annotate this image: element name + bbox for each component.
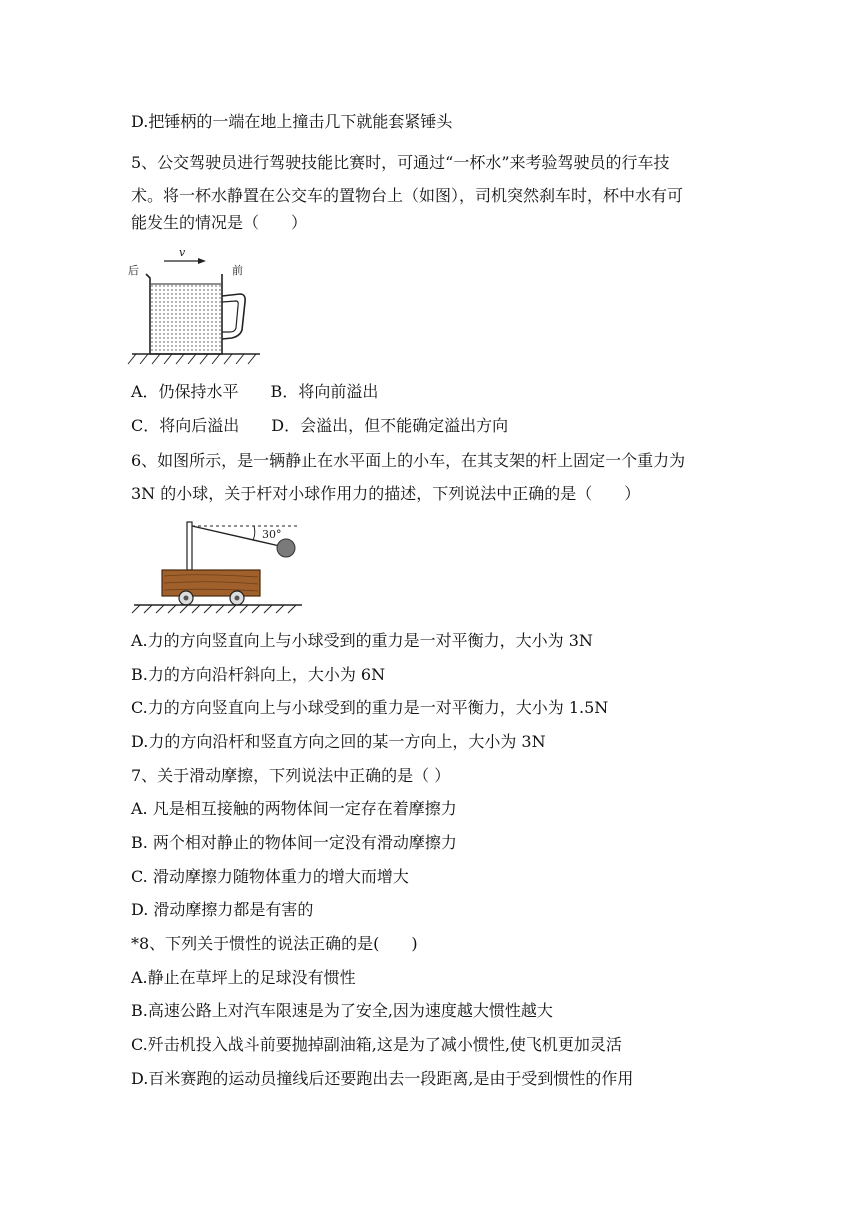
- q8-stem: *8、下列关于惯性的说法正确的是( ): [131, 934, 418, 953]
- q6-option-b: B.力的方向沿杆斜向上，大小为 6N: [131, 665, 386, 684]
- q7-option-d: D. 滑动摩擦力都是有害的: [131, 900, 314, 919]
- q6-option-c: C.力的方向竖直向上与小球受到的重力是一对平衡力，大小为 1.5N: [131, 698, 609, 717]
- q8-option-b: B.高速公路上对汽车限速是为了安全,因为速度越大惯性越大: [131, 1001, 553, 1020]
- front-label: 前: [232, 264, 243, 277]
- q6-cart-figure: [126, 516, 306, 616]
- q5-stem-line1: 5、公交驾驶员进行驾驶技能比赛时，可通过“一杯水”来考验驾驶员的行车技: [131, 153, 670, 172]
- q5-cup-figure: [126, 244, 266, 370]
- q7-option-a: A. 凡是相互接触的两物体间一定存在着摩擦力: [131, 799, 457, 818]
- q7-option-c: C. 滑动摩擦力随物体重力的增大而增大: [131, 867, 409, 886]
- q6-stem-line2: 3N 的小球，关于杆对小球作用力的描述，下列说法中正确的是（ ）: [131, 484, 641, 503]
- q6-option-d: D.力的方向沿杆和竖直方向之回的某一方向上，大小为 3N: [131, 732, 546, 751]
- q5-options-row2: C．将向后溢出 D．会溢出，但不能确定溢出方向: [131, 416, 509, 435]
- q7-option-b: B. 两个相对静止的物体间一定没有滑动摩擦力: [131, 833, 457, 852]
- q6-option-a: A.力的方向竖直向上与小球受到的重力是一对平衡力，大小为 3N: [131, 631, 593, 650]
- q4-option-d: D.把锤柄的一端在地上撞击几下就能套紧锤头: [131, 112, 453, 131]
- q5-options-row1: A．仍保持水平 B．将向前溢出: [131, 382, 379, 401]
- q5-stem-line2: 术。将一杯水静置在公交车的置物台上（如图），司机突然刹车时，杯中水有可: [131, 186, 684, 205]
- q7-stem: 7、关于滑动摩擦，下列说法中正确的是（ ）: [131, 766, 451, 785]
- q5-stem-line3: 能发生的情况是（ ）: [131, 213, 308, 232]
- ball: [277, 539, 295, 557]
- water: [151, 284, 221, 354]
- q6-stem-line1: 6、如图所示，是一辆静止在水平面上的小车，在其支架的杆上固定一个重力为: [131, 451, 686, 470]
- velocity-label: v: [179, 246, 186, 259]
- support-post: [187, 522, 192, 570]
- q8-option-d: D.百米赛跑的运动员撞线后还要跑出去一段距离,是由于受到惯性的作用: [131, 1069, 634, 1088]
- q8-option-a: A.静止在草坪上的足球没有惯性: [131, 968, 356, 987]
- velocity-arrowhead: [198, 258, 206, 264]
- rear-label: 后: [128, 264, 139, 277]
- q8-option-c: C.歼击机投入战斗前要抛掉副油箱,这是为了减小惯性,使飞机更加灵活: [131, 1035, 622, 1054]
- angle-label: 30°: [262, 528, 282, 541]
